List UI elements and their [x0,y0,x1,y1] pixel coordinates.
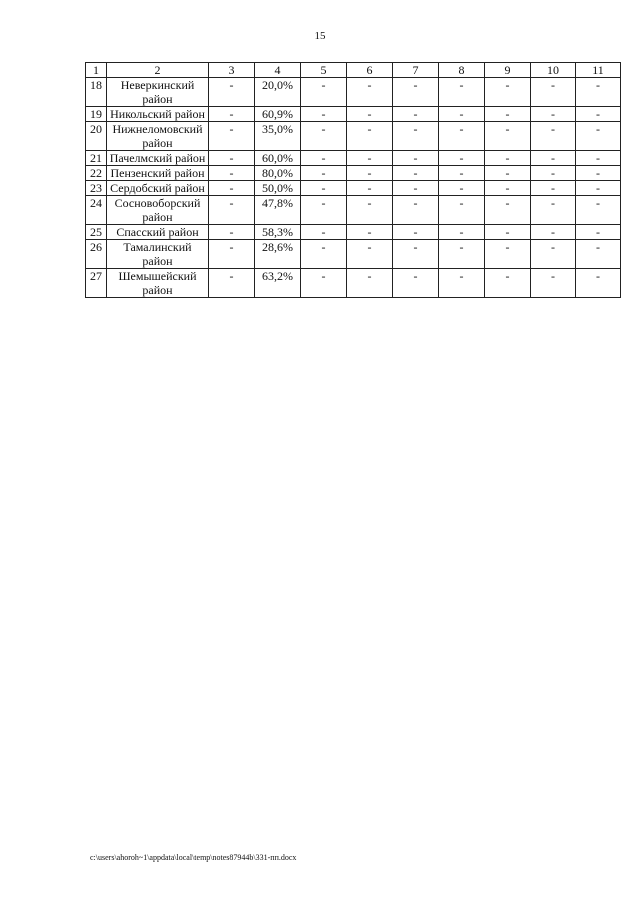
value-cell: - [439,151,485,166]
value-cell: - [347,122,393,151]
column-header: 6 [347,63,393,78]
value-cell: - [301,122,347,151]
table-row [86,181,621,196]
value-cell: - [347,181,393,196]
value-cell: - [209,166,255,181]
value-cell: - [531,107,576,122]
value-cell: 50,0% [255,181,301,196]
value-cell: - [301,166,347,181]
row-number-cell: 24 [86,196,107,225]
value-cell: - [347,166,393,181]
value-cell: - [485,107,531,122]
column-header: 3 [209,63,255,78]
value-cell: 60,9% [255,107,301,122]
value-cell: - [209,78,255,107]
table-row [86,269,621,298]
value-cell: - [209,225,255,240]
value-cell: - [393,196,439,225]
table-row [86,225,621,240]
value-cell: - [531,240,576,269]
value-cell: - [485,151,531,166]
district-name-cell: Тамалинский район [107,240,209,269]
value-cell: 35,0% [255,122,301,151]
value-cell: - [576,240,621,269]
value-cell: - [301,269,347,298]
value-cell: - [576,78,621,107]
row-number-cell: 26 [86,240,107,269]
row-number-cell: 21 [86,151,107,166]
value-cell: - [209,196,255,225]
value-cell: - [576,196,621,225]
district-name-cell: Никольский район [107,107,209,122]
value-cell: - [439,196,485,225]
column-header: 8 [439,63,485,78]
value-cell: - [485,166,531,181]
district-name-cell: Спасский район [107,225,209,240]
value-cell: - [209,181,255,196]
value-cell: - [485,196,531,225]
row-number-cell: 23 [86,181,107,196]
column-header: 2 [107,63,209,78]
value-cell: - [393,107,439,122]
value-cell: - [576,107,621,122]
row-number-cell: 25 [86,225,107,240]
value-cell: - [576,269,621,298]
district-name-cell: Нижнеломовский район [107,122,209,151]
table-row [86,240,621,269]
value-cell: - [347,240,393,269]
value-cell: - [576,122,621,151]
column-header: 9 [485,63,531,78]
value-cell: - [485,181,531,196]
value-cell: - [393,151,439,166]
value-cell: 47,8% [255,196,301,225]
value-cell: - [485,269,531,298]
value-cell: - [576,151,621,166]
value-cell: - [576,225,621,240]
row-number-cell: 22 [86,166,107,181]
value-cell: - [301,78,347,107]
value-cell: - [576,166,621,181]
table-row [86,166,621,181]
district-name-cell: Сосновоборский район [107,196,209,225]
value-cell: - [485,122,531,151]
table-row [86,196,621,225]
value-cell: - [531,166,576,181]
value-cell: - [439,181,485,196]
value-cell: 63,2% [255,269,301,298]
value-cell: - [209,240,255,269]
district-name-cell: Пачелмский район [107,151,209,166]
value-cell: - [531,225,576,240]
value-cell: - [347,107,393,122]
row-number-cell: 20 [86,122,107,151]
district-name-cell: Неверкинский район [107,78,209,107]
value-cell: - [347,151,393,166]
value-cell: - [531,151,576,166]
value-cell: - [531,78,576,107]
table-body [86,78,621,298]
table-row [86,78,621,107]
column-header: 4 [255,63,301,78]
table-row [86,151,621,166]
page-number: 15 [314,30,326,42]
value-cell: 28,6% [255,240,301,269]
value-cell: - [485,240,531,269]
value-cell: - [301,225,347,240]
value-cell: - [301,151,347,166]
district-name-cell: Шемышейский район [107,269,209,298]
value-cell: - [393,225,439,240]
column-header: 5 [301,63,347,78]
row-number-cell: 19 [86,107,107,122]
column-header: 10 [531,63,576,78]
value-cell: - [576,181,621,196]
value-cell: - [301,196,347,225]
column-header: 1 [86,63,107,78]
row-number-cell: 27 [86,269,107,298]
value-cell: - [393,181,439,196]
value-cell: - [347,225,393,240]
value-cell: 20,0% [255,78,301,107]
value-cell: - [393,78,439,107]
value-cell: - [439,122,485,151]
value-cell: - [439,269,485,298]
value-cell: - [347,78,393,107]
district-name-cell: Сердобский район [107,181,209,196]
table-header-row [86,63,621,78]
value-cell: - [209,122,255,151]
value-cell: - [301,240,347,269]
value-cell: - [347,269,393,298]
value-cell: - [439,166,485,181]
value-cell: - [531,269,576,298]
value-cell: - [393,166,439,181]
column-header: 7 [393,63,439,78]
table-row [86,122,621,151]
value-cell: - [439,78,485,107]
value-cell: - [393,240,439,269]
value-cell: - [485,78,531,107]
value-cell: - [301,181,347,196]
value-cell: 58,3% [255,225,301,240]
value-cell: - [439,107,485,122]
value-cell: - [209,107,255,122]
value-cell: - [531,196,576,225]
row-number-cell: 18 [86,78,107,107]
value-cell: - [209,151,255,166]
value-cell: - [439,225,485,240]
value-cell: - [531,122,576,151]
value-cell: - [393,122,439,151]
value-cell: - [209,269,255,298]
value-cell: - [301,107,347,122]
footer-file-path: c:\users\ahoroh~1\appdata\local\temp\notes87944b\331-пп.docx [90,853,297,862]
table-row [86,107,621,122]
value-cell: 80,0% [255,166,301,181]
column-header: 11 [576,63,621,78]
district-name-cell: Пензенский район [107,166,209,181]
value-cell: - [439,240,485,269]
value-cell: - [531,181,576,196]
data-table [85,62,621,298]
value-cell: - [485,225,531,240]
value-cell: - [393,269,439,298]
value-cell: - [347,196,393,225]
value-cell: 60,0% [255,151,301,166]
